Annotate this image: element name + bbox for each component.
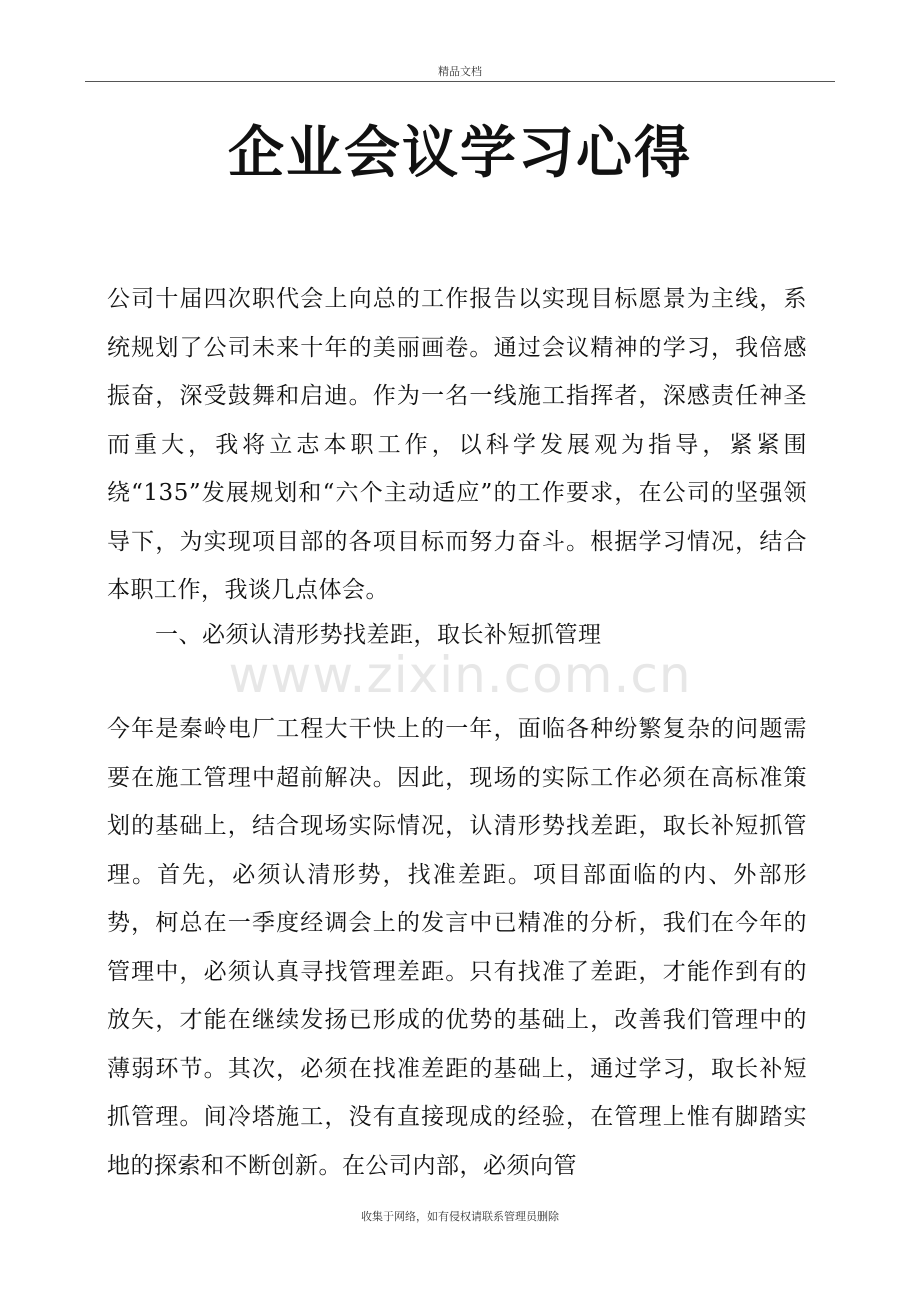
body-paragraph-intro: 公司十届四次职代会上向总的工作报告以实现目标愿景为主线，系统规划了公司未来十年的美丽画卷。通过会议精神的学习，我倍感振奋，深受鼓舞和启迪。作为一名一线施工指挥者，深感责任神圣而重大，我将立志本职工作，以科学发展观为指导，紧紧围绕“135”发展规划和“六个主动适应”的工作要求，在公司的坚强领导下，为实现项目部的各项目标而努力奋斗。根据学习情况，结合本职工作，我谈几点体会。 <box>107 286 807 603</box>
watermark: www.zixin.com.cn <box>228 646 692 704</box>
section-heading-1: 一、必须认清形势找差距，取长补短抓管理 <box>155 622 602 648</box>
header-divider <box>85 81 835 82</box>
page-footer-text: 收集于网络，如有侵权请联系管理员删除 <box>361 1210 559 1223</box>
page-header-text: 精品文档 <box>438 65 482 78</box>
body-paragraph-section-1: 今年是秦岭电厂工程大干快上的一年，面临各种纷繁复杂的问题需要在施工管理中超前解决。因此，现场的实际工作必须在高标准策划的基础上，结合现场实际情况，认清形势找差距，取长补短抓管理。首先，必须认清形势，找准差距。项目部面临的内、外部形势，柯总在一季度经调会上的发言中已精准的分析，我们在今年的管理中，必须认真寻找管理差距。只有找准了差距，才能作到有的放矢，才能在继续发扬已形成的优势的基础上，改善我们管理中的薄弱环节。其次，必须在找准差距的基础上，通过学习，取长补短抓管理。间冷塔施工，没有直接现成的经验，在管理上惟有脚踏实地的探索和不断创新。在公司内部，必须向管 <box>107 716 807 1179</box>
document-title: 企业会议学习心得 <box>228 121 692 186</box>
